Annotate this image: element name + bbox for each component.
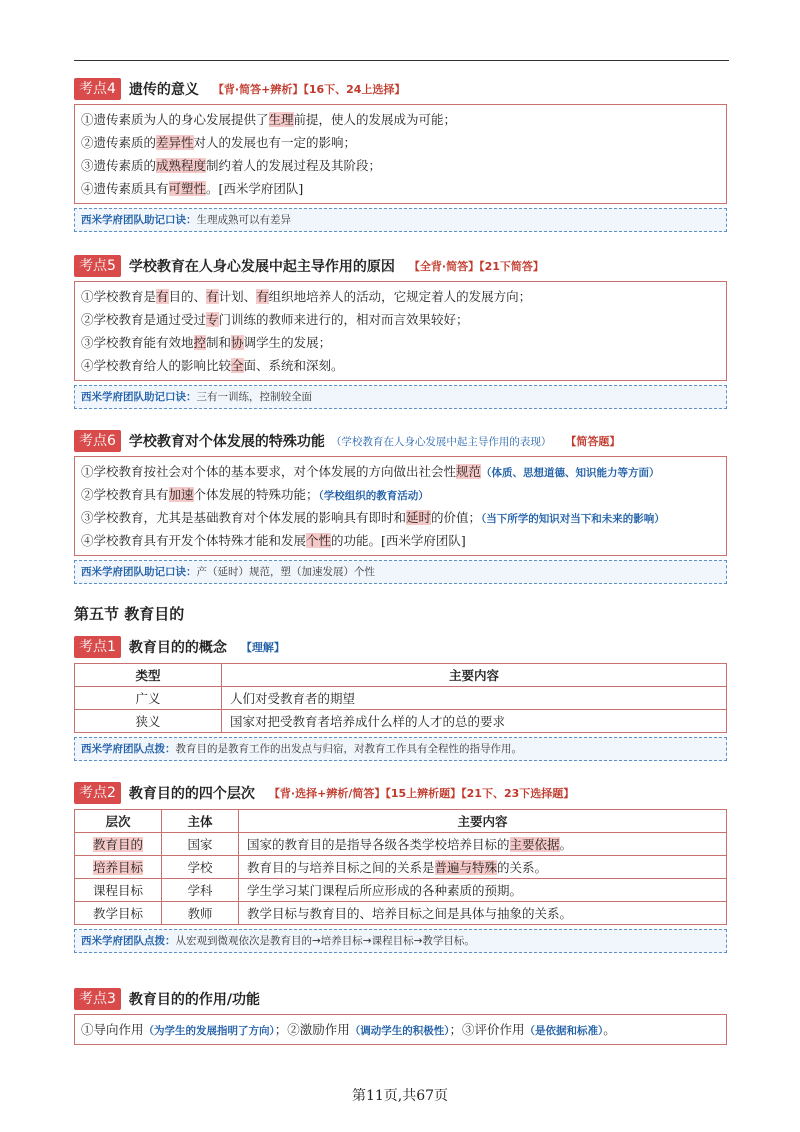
text-segment: 调学生的发展； <box>243 335 332 350</box>
point-title: 教育目的的概念 <box>128 640 227 656</box>
section-header <box>74 636 727 658</box>
table-cell: 国家 <box>162 833 239 856</box>
cell-text: 教学目标 <box>92 906 143 921</box>
section-school-leading-role <box>74 255 727 409</box>
text-segment: ②遗传素质的 <box>81 135 157 150</box>
text-segment: 前提，使人的发展成为可能； <box>293 112 457 127</box>
highlight-text: 加速 <box>168 487 194 502</box>
table-cell <box>239 856 727 879</box>
section-title: 第五节 教育目的 <box>74 605 185 623</box>
note-text: （为学生的发展指明了方向） <box>143 1025 275 1037</box>
table-cell <box>239 902 727 925</box>
table-cell <box>239 833 727 856</box>
highlight-text: 规范 <box>456 464 482 479</box>
text-segment: ①遗传素质为人的身心发展提供了 <box>81 112 269 127</box>
table-row <box>75 833 727 856</box>
section-header <box>74 78 727 100</box>
table-cell <box>239 879 727 902</box>
mnemonic-label: 西米学府团队点拨： <box>81 935 176 947</box>
content-line <box>81 131 720 154</box>
mnemonic-box <box>74 929 727 953</box>
table-cell: 人们对受教育者的期望 <box>222 687 727 710</box>
text-segment: 制和 <box>206 335 232 350</box>
text-segment: 个体发展的特殊功能； <box>193 487 319 502</box>
note-text: （调动学生的积极性） <box>349 1025 450 1037</box>
section-special-functions <box>74 430 727 584</box>
content-box <box>74 281 727 381</box>
mnemonic-box <box>74 560 727 584</box>
section-purpose-concept <box>74 636 727 761</box>
point-tag: 【背·选择+辨析/简答】【15上辨析题】【21下、23下选择题】 <box>268 787 575 800</box>
table-cell <box>75 856 162 879</box>
text-segment: ①学校教育按社会对个体的基本要求，对个体发展的方向做出社会性 <box>81 464 457 479</box>
text-segment: 制约着人的发展过程及其阶段； <box>206 158 382 173</box>
highlight-text: 差异性 <box>156 135 194 150</box>
section-heredity <box>74 78 727 232</box>
highlight-text: 全 <box>231 358 244 373</box>
mnemonic-text: 从宏观到微观依次是教育目的→培养目标→课程目标→教学目标。 <box>175 935 475 947</box>
table-header-row <box>75 664 727 687</box>
note-text: （当下所学的知识对当下和未来的影响） <box>481 513 665 525</box>
highlight-text: 延时 <box>406 510 432 525</box>
highlight-text: 专 <box>206 312 219 327</box>
highlight-text: 普遍与特殊 <box>434 860 498 875</box>
section-purpose-levels <box>74 782 727 953</box>
point-tag: 【全背·简答】【21下简答】 <box>408 260 544 273</box>
text-segment: 的关系。 <box>497 860 548 875</box>
text-segment: ①导向作用 <box>81 1022 144 1037</box>
point-tag: 【背·简答+辨析】【16下、24上选择】 <box>212 83 406 96</box>
text-segment: 门训练的教师来进行的，相对而言效果较好； <box>218 312 469 327</box>
table-row <box>75 902 727 925</box>
point-badge: 考点3 <box>74 988 121 1010</box>
text-segment: ①学校教育是 <box>81 289 157 304</box>
content-line <box>81 108 720 131</box>
mnemonic-label: 西米学府团队助记口诀： <box>81 214 197 226</box>
text-segment: 目的、 <box>168 289 207 304</box>
table-cell <box>75 879 162 902</box>
table-cell: 广义 <box>75 687 222 710</box>
content-line <box>81 529 720 552</box>
note-text: （体质、思想道德、知识能力等方面） <box>481 467 660 479</box>
text-segment: 学生学习某门课程后所应形成的各种素质的预期。 <box>247 883 523 898</box>
highlight-text: 协 <box>231 335 244 350</box>
section-header <box>74 988 727 1010</box>
table-row <box>75 856 727 879</box>
mnemonic-box <box>74 385 727 409</box>
point-title: 学校教育在人身心发展中起主导作用的原因 <box>128 259 395 275</box>
text-segment: 对人的发展也有一定的影响； <box>193 135 357 150</box>
table-header-cell: 主体 <box>162 810 239 833</box>
content-line <box>81 1018 720 1041</box>
text-segment: 面、系统和深刻。 <box>243 358 344 373</box>
text-segment: ③遗传素质的 <box>81 158 157 173</box>
text-segment: 的功能。[西米学府团队] <box>331 533 466 548</box>
text-segment: ；③评价作用 <box>449 1022 525 1037</box>
section-header <box>74 430 727 452</box>
content-line <box>81 308 720 331</box>
point-title: 遗传的意义 <box>128 82 199 98</box>
text-segment: ④学校教育具有开发个体特殊才能和发展 <box>81 533 307 548</box>
content-line <box>81 483 720 506</box>
table-header-cell: 层次 <box>75 810 162 833</box>
content-box <box>74 104 727 204</box>
note-text: （学校组织的教育活动） <box>318 490 429 502</box>
highlight-text: 个性 <box>306 533 332 548</box>
text-segment: ；②激励作用 <box>274 1022 350 1037</box>
table-cell: 国家对把受教育者培养成什么样的人才的总的要求 <box>222 710 727 733</box>
text-segment: ②学校教育是通过受过 <box>81 312 207 327</box>
text-segment: 。 <box>559 837 573 852</box>
content-line <box>81 460 720 483</box>
section-purpose-functions <box>74 988 727 1045</box>
mnemonic-text: 产（延时）规范，塑（加速发展）个性 <box>196 566 375 578</box>
mnemonic-box <box>74 737 727 761</box>
text-segment: ④学校教育给人的影响比较 <box>81 358 232 373</box>
point-title: 学校教育对个体发展的特殊功能 <box>128 434 325 450</box>
highlight-text: 有 <box>206 289 219 304</box>
text-segment: ②学校教育具有 <box>81 487 169 502</box>
text-segment: 国家的教育目的是指导各级各类学校培养目标的 <box>247 837 510 852</box>
cell-text: 课程目标 <box>92 883 143 898</box>
section-header <box>74 782 727 804</box>
content-line <box>81 285 720 308</box>
content-box <box>74 456 727 556</box>
point-badge: 考点6 <box>74 430 121 452</box>
concept-table <box>74 663 727 733</box>
table-cell <box>75 902 162 925</box>
point-tag: 【理解】 <box>240 641 285 654</box>
levels-table <box>74 809 727 925</box>
text-segment: 教学目标与教育目的、培养目标之间是具体与抽象的关系。 <box>247 906 573 921</box>
section-header <box>74 255 727 277</box>
text-segment: ④遗传素质具有 <box>81 181 169 196</box>
highlight-text: 培养目标 <box>92 860 143 875</box>
table-header-row <box>75 810 727 833</box>
table-header-cell: 主要内容 <box>222 664 727 687</box>
mnemonic-text: 生理成熟可以有差异 <box>196 214 291 226</box>
text-segment: 教育目的与培养目标之间的关系是 <box>247 860 435 875</box>
text-segment: 组织地培养人的活动，它规定着人的发展方向； <box>268 289 532 304</box>
point-title: 教育目的的四个层次 <box>128 786 255 802</box>
text-segment: 。[西米学府团队] <box>206 181 304 196</box>
content-box <box>74 1014 727 1045</box>
highlight-text: 成熟程度 <box>156 158 207 173</box>
highlight-text: 主要依据 <box>509 837 560 852</box>
text-segment: 计划、 <box>218 289 257 304</box>
table-header-cell: 类型 <box>75 664 222 687</box>
point-title: 教育目的的作用/功能 <box>128 992 261 1008</box>
table-cell: 学校 <box>162 856 239 879</box>
mnemonic-label: 西米学府团队点拨： <box>81 743 176 755</box>
content-line <box>81 154 720 177</box>
note-text: （是依据和标准） <box>524 1025 604 1037</box>
table-cell: 学科 <box>162 879 239 902</box>
mnemonic-label: 西米学府团队助记口诀： <box>81 566 197 578</box>
point-badge: 考点5 <box>74 255 121 277</box>
page-footer: 第11页,共67页 <box>351 1088 449 1104</box>
point-badge: 考点2 <box>74 782 121 804</box>
table-header-cell: 主要内容 <box>239 810 727 833</box>
content-line <box>81 331 720 354</box>
top-rule <box>74 60 729 61</box>
mnemonic-label: 西米学府团队助记口诀： <box>81 391 197 403</box>
highlight-text: 生理 <box>268 112 294 127</box>
content-line <box>81 354 720 377</box>
highlight-text: 控 <box>193 335 207 350</box>
text-segment: ③学校教育，尤其是基础教育对个体发展的影响具有即时和 <box>81 510 407 525</box>
highlight-text: 教育目的 <box>92 837 143 852</box>
table-row <box>75 710 727 733</box>
content-line <box>81 177 720 200</box>
text-segment: 。 <box>603 1022 616 1037</box>
table-cell: 狭义 <box>75 710 222 733</box>
mnemonic-box <box>74 208 727 232</box>
table-cell: 教师 <box>162 902 239 925</box>
table-cell <box>75 833 162 856</box>
mnemonic-text: 三有一训练，控制较全面 <box>196 391 312 403</box>
content-line <box>81 506 720 529</box>
point-subtitle: （学校教育在人身心发展中起主导作用的表现） <box>330 435 552 448</box>
text-segment: 的价值； <box>431 510 482 525</box>
mnemonic-text: 教育目的是教育工作的出发点与归宿，对教育工作具有全程性的指导作用。 <box>175 743 522 755</box>
point-tag: 【简答题】 <box>565 435 621 448</box>
highlight-text: 可塑性 <box>168 181 207 196</box>
text-segment: ③学校教育能有效地 <box>81 335 194 350</box>
table-row <box>75 879 727 902</box>
highlight-text: 有 <box>256 289 269 304</box>
point-badge: 考点4 <box>74 78 121 100</box>
highlight-text: 有 <box>156 289 169 304</box>
table-row <box>75 687 727 710</box>
point-badge: 考点1 <box>74 636 121 658</box>
